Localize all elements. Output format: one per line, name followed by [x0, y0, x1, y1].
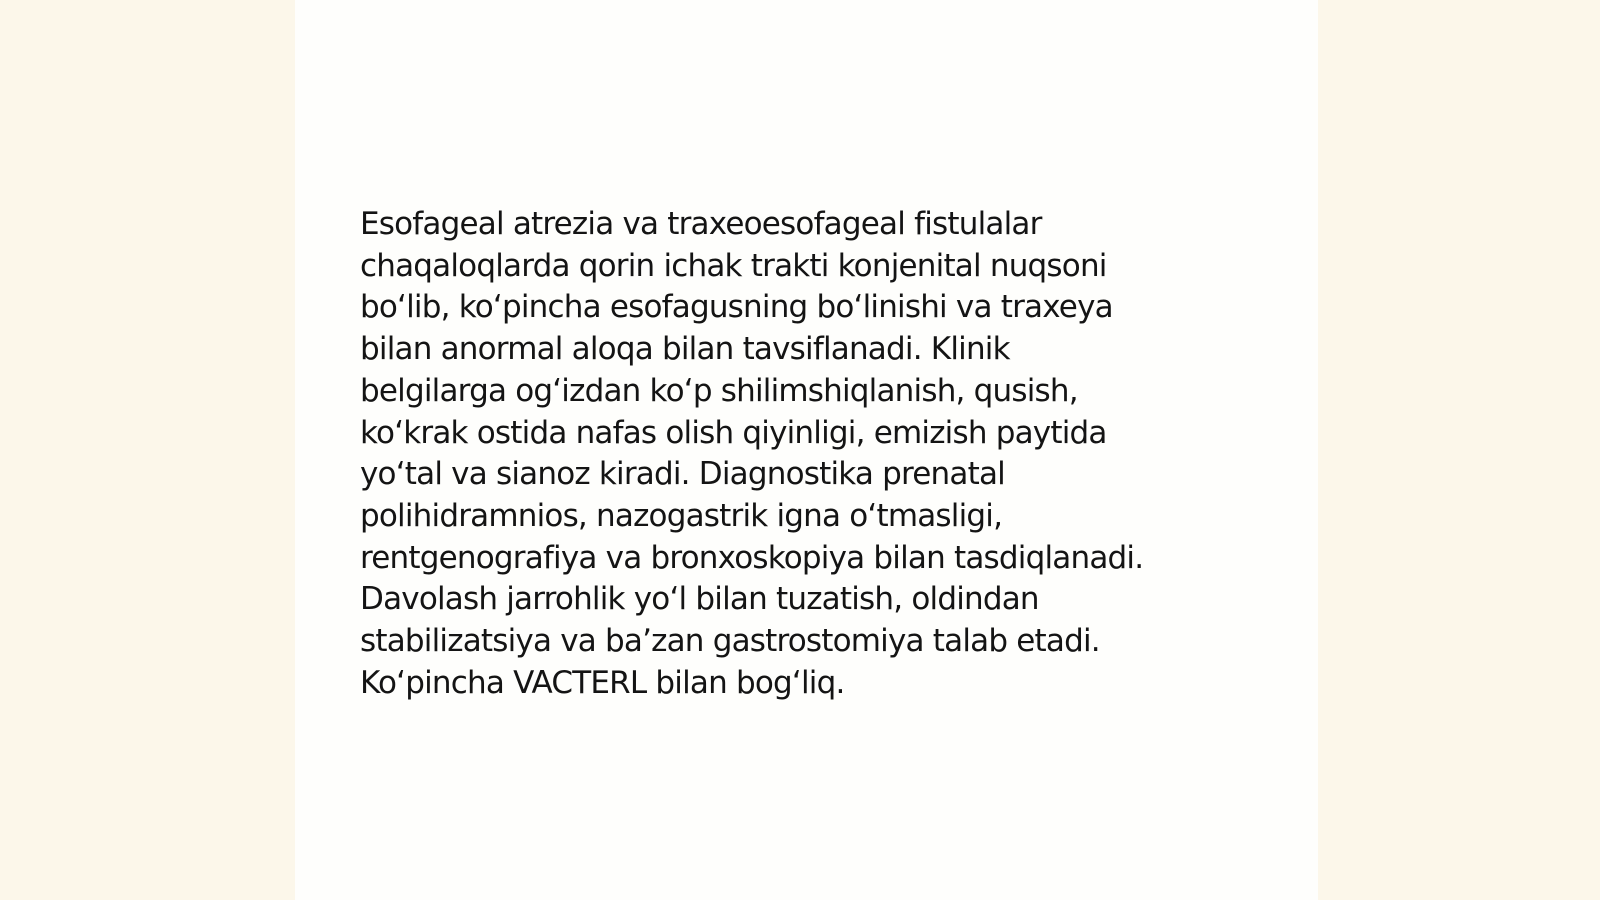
paragraph-line: stabilizatsiya va baʼzan gastrostomiya talab etadi.: [360, 623, 1100, 660]
body-paragraph: [360, 204, 1260, 704]
paragraph-line: polihidramnios, nazogastrik igna oʻtmasligi,: [360, 497, 1003, 534]
paragraph-line: Davolash jarrohlik yoʻl bilan tuzatish, oldindan: [360, 581, 1039, 618]
paragraph-line: bilan anormal aloqa bilan tavsiflanadi. Klinik: [360, 331, 1010, 368]
document-page: [295, 0, 1318, 900]
paragraph-line: chaqaloqlarda qorin ichak trakti konjenital nuqsoni: [360, 247, 1107, 284]
paragraph-line: boʻlib, koʻpincha esofagusning boʻlinishi va traxeya: [360, 289, 1113, 326]
paragraph-line: rentgenografiya va bronxoskopiya bilan tasdiqlanadi.: [360, 539, 1144, 576]
paragraph-line: Koʻpincha VACTERL bilan bogʻliq.: [360, 664, 845, 701]
paragraph-line: yoʻtal va sianoz kiradi. Diagnostika prenatal: [360, 456, 1005, 493]
paragraph-line: koʻkrak ostida nafas olish qiyinligi, emizish paytida: [360, 414, 1107, 451]
paragraph-line: belgilarga ogʻizdan koʻp shilimshiqlanish, qusish,: [360, 372, 1078, 409]
paragraph-line: Esofageal atrezia va traxeoesofageal fistulalar: [360, 206, 1042, 242]
